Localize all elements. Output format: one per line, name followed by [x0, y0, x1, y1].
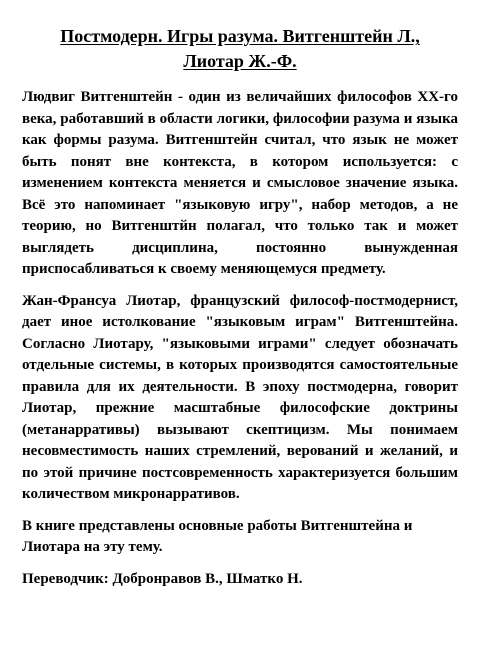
- paragraph-translators: Переводчик: Добронравов В., Шматко Н.: [22, 570, 303, 587]
- page-title: [22, 24, 458, 74]
- book-description: [22, 24, 458, 600]
- paragraph-book-contents: В книге представлены основные работы Витгенштейна и Лиотара на эту тему.: [22, 517, 413, 555]
- paragraph-lyotard: Жан-Франсуа Лиотар, французский философ-постмодернист, дает иное истолкование "языковым играм" Витгенштейна. Согласно Лиотару, "языковыми играми" следует обозначать отдельные системы, в которых производятся самостоятельные правила для их деятельности. В эпоху постмодерна, говорит Лиотар, прежние масштабные философские доктрины (метанарративы) вызывают скептицизм. Мы понимаем несовместимость наших стремлений, верований и желаний, и по этой причине постсовременность характеризуется большим количеством микронарративов.: [22, 292, 458, 502]
- paragraph-wittgenstein: Людвиг Витгенштейн - один из величайших философов XX-го века, работавший в области логики, философии разума и языка как формы разума. Витгенштейн считал, что язык не может быть понят вне контекста, в котором используется: с изменением контекста меняется и смысловое значение языка. Всё это напоминает "языковую игру", набор методов, а не теорию, но Витгенштйн полагал, что только так и может выглядеть дисциплина, постоянно вынужденная приспосабливаться к своему меняющемуся предмету.: [22, 89, 458, 277]
- page-title-text: Постмодерн. Игры разума. Витгенштейн Л., Лиотар Ж.-Ф.: [60, 26, 420, 71]
